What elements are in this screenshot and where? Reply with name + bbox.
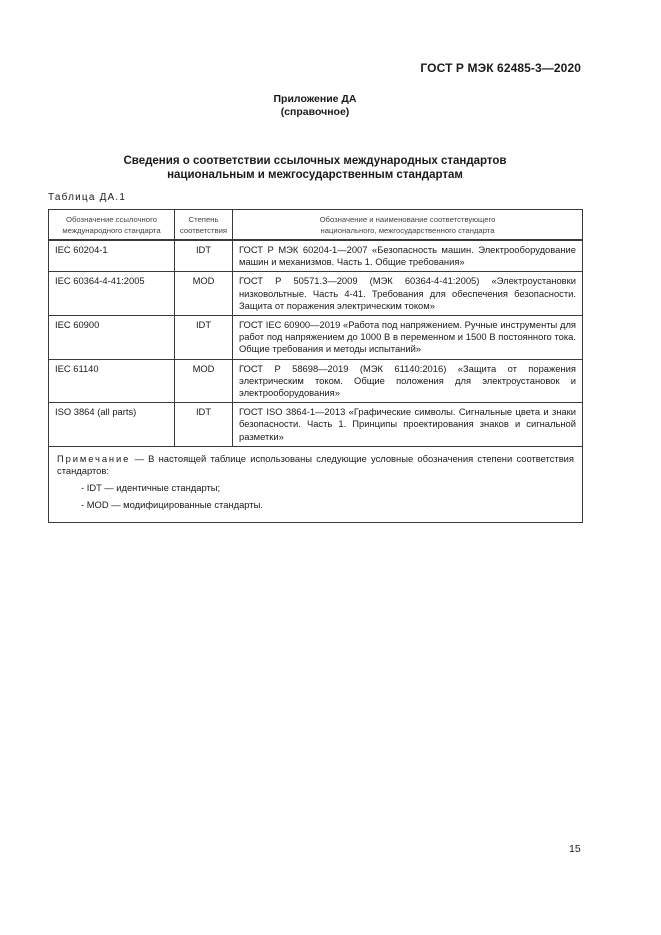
header-degree-line1: Степень [188, 214, 219, 224]
appendix-block [0, 93, 630, 119]
national-standard-cell: ГОСТ ISO 3864-1—2013 «Графические символы. Сигнальные цвета и знаки безопасности. Часть 1. Принципы проектирования знаков и сигнальной разметки» [233, 403, 583, 447]
ref-standard-cell: ISO 3864 (all parts) [49, 403, 175, 447]
note-item-idt: - IDT — идентичные стандарты; [81, 482, 221, 494]
table-row [49, 403, 583, 447]
section-heading-line2: национальным и межгосударственным стандартам [167, 169, 463, 181]
degree-cell: IDT [175, 240, 233, 272]
ref-standard-cell: IEC 61140 [49, 359, 175, 403]
header-national-line1: Обозначение и наименование соответствующего [319, 214, 496, 224]
section-heading-line1: Сведения о соответствии ссылочных международных стандартов [123, 155, 507, 167]
table-caption: Таблица ДА.1 [48, 192, 127, 203]
note-body: — В настоящей таблице использованы следующие условные обозначения степени соответствия стандартов: [57, 452, 574, 477]
ref-standard-cell: IEC 60204-1 [49, 240, 175, 272]
degree-cell: IDT [175, 316, 233, 360]
header-degree [175, 210, 233, 241]
note-text [57, 453, 574, 477]
table-note [49, 446, 583, 522]
header-national-line2: национального, межгосударственного стандарта [320, 225, 495, 235]
table-row [49, 272, 583, 316]
document-code: ГОСТ Р МЭК 62485-3—2020 [420, 61, 581, 75]
national-standard-cell: ГОСТ Р 58698—2019 (МЭК 61140:2016) «Защита от поражения электрическим током. Общие положения для электроустановок и электрооборудования» [233, 359, 583, 403]
header-ref-standard [49, 210, 175, 241]
correspondence-table [48, 209, 583, 523]
table-header [49, 210, 583, 241]
degree-cell: IDT [175, 403, 233, 447]
note-item-mod: - MOD — модифицированные стандарты. [81, 499, 263, 511]
national-standard-cell: ГОСТ Р МЭК 60204-1—2007 «Безопасность машин. Электрооборудование машин и механизмов. Часть 1. Общие требования» [233, 240, 583, 272]
header-row [49, 210, 583, 241]
header-degree-line2: соответствия [179, 225, 228, 235]
appendix-subtitle: (справочное) [280, 106, 350, 118]
section-heading [0, 154, 630, 182]
header-ref-line1: Обозначение ссылочного [65, 214, 157, 224]
appendix-title: Приложение ДА [273, 93, 357, 105]
header-national-standard [233, 210, 583, 241]
header-ref-line2: международного стандарта [62, 225, 161, 235]
table-row [49, 240, 583, 272]
national-standard-cell: ГОСТ IEC 60900—2019 «Работа под напряжением. Ручные инструменты для работ под напряжением до 1000 В в переменном и 1500 В постоянного тока. Общие требования и методы испытаний» [233, 316, 583, 360]
ref-standard-cell: IEC 60900 [49, 316, 175, 360]
national-standard-cell: ГОСТ Р 50571.3—2009 (МЭК 60364-4-41:2005) «Электроустановки низковольтные. Часть 4-41. Требования для обеспечения безопасности. Защита от поражения электрическим током» [233, 272, 583, 316]
page-number: 15 [569, 843, 581, 855]
table-row [49, 316, 583, 360]
degree-cell: MOD [175, 359, 233, 403]
note-row [49, 446, 583, 522]
ref-standard-cell: IEC 60364-4-41:2005 [49, 272, 175, 316]
table-row [49, 359, 583, 403]
degree-cell: MOD [175, 272, 233, 316]
table-body [49, 240, 583, 522]
note-label: Примечание [57, 452, 131, 464]
